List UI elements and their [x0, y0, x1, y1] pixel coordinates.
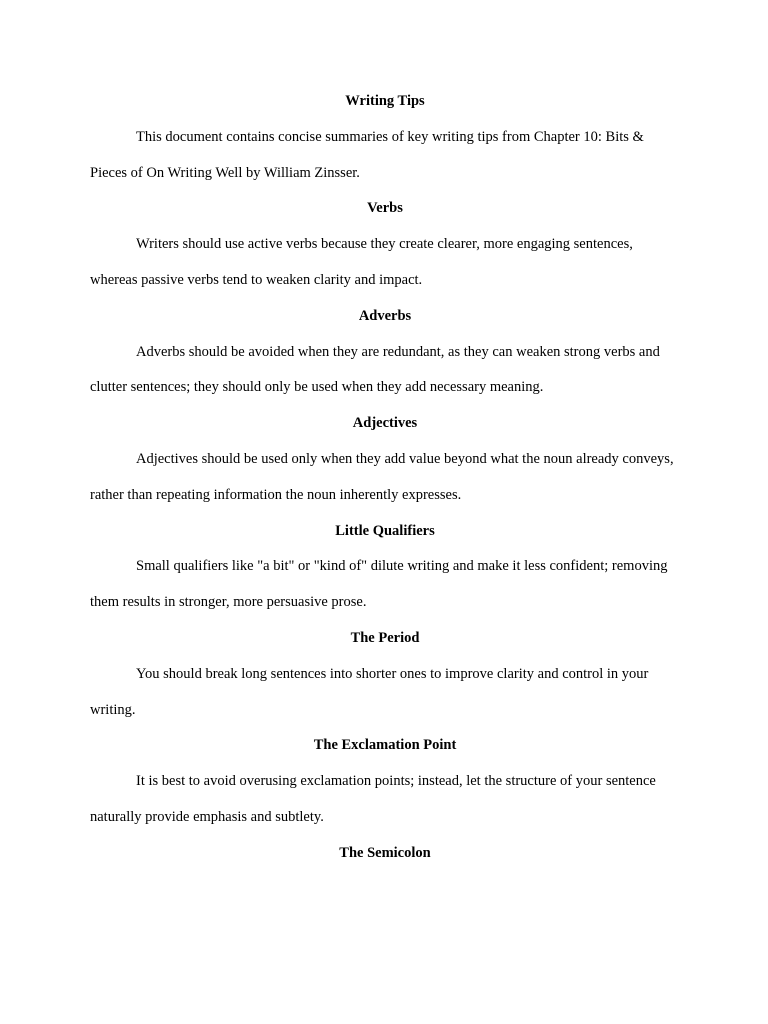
section-text-adjectives: Adjectives should be used only when they add value beyond what the noun already conveys, rather than repeating information the noun inherently expresses.	[90, 450, 674, 503]
section-text-adverbs: Adverbs should be avoided when they are redundant, as they can weaken strong verbs and clutter sentences; they should only be used when they add necessary meaning.	[90, 343, 660, 396]
section-heading-the-period: The Period	[350, 629, 420, 646]
document-body	[90, 84, 680, 872]
section-heading-the-semicolon: The Semicolon	[339, 844, 431, 861]
document-title: Writing Tips	[345, 93, 425, 109]
section-text-the-period: You should break long sentences into shorter ones to improve clarity and control in your writing.	[90, 665, 649, 718]
section-text-the-exclamation-point: It is best to avoid overusing exclamation points; instead, let the structure of your sentence naturally provide emphasis and subtlety.	[90, 773, 656, 825]
section-heading-adverbs: Adverbs	[358, 307, 412, 324]
section-heading-adjectives: Adjectives	[352, 415, 418, 432]
section-text-little-qualifiers: Small qualifiers like "a bit" or "kind of" dilute writing and make it less confident; removing them results in stronger, more persuasive prose.	[90, 558, 668, 611]
section-heading-verbs: Verbs	[367, 200, 403, 217]
section-text-verbs: Writers should use active verbs because they create clearer, more engaging sentences, whereas passive verbs tend to weaken clarity and impact.	[90, 236, 633, 288]
section-heading-the-exclamation-point: The Exclamation Point	[313, 737, 457, 754]
intro-paragraph: This document contains concise summaries of key writing tips from Chapter 10: Bits & Pieces of On Writing Well by William Zinsser.	[90, 128, 644, 181]
section-heading-little-qualifiers: Little Qualifiers	[335, 522, 435, 539]
